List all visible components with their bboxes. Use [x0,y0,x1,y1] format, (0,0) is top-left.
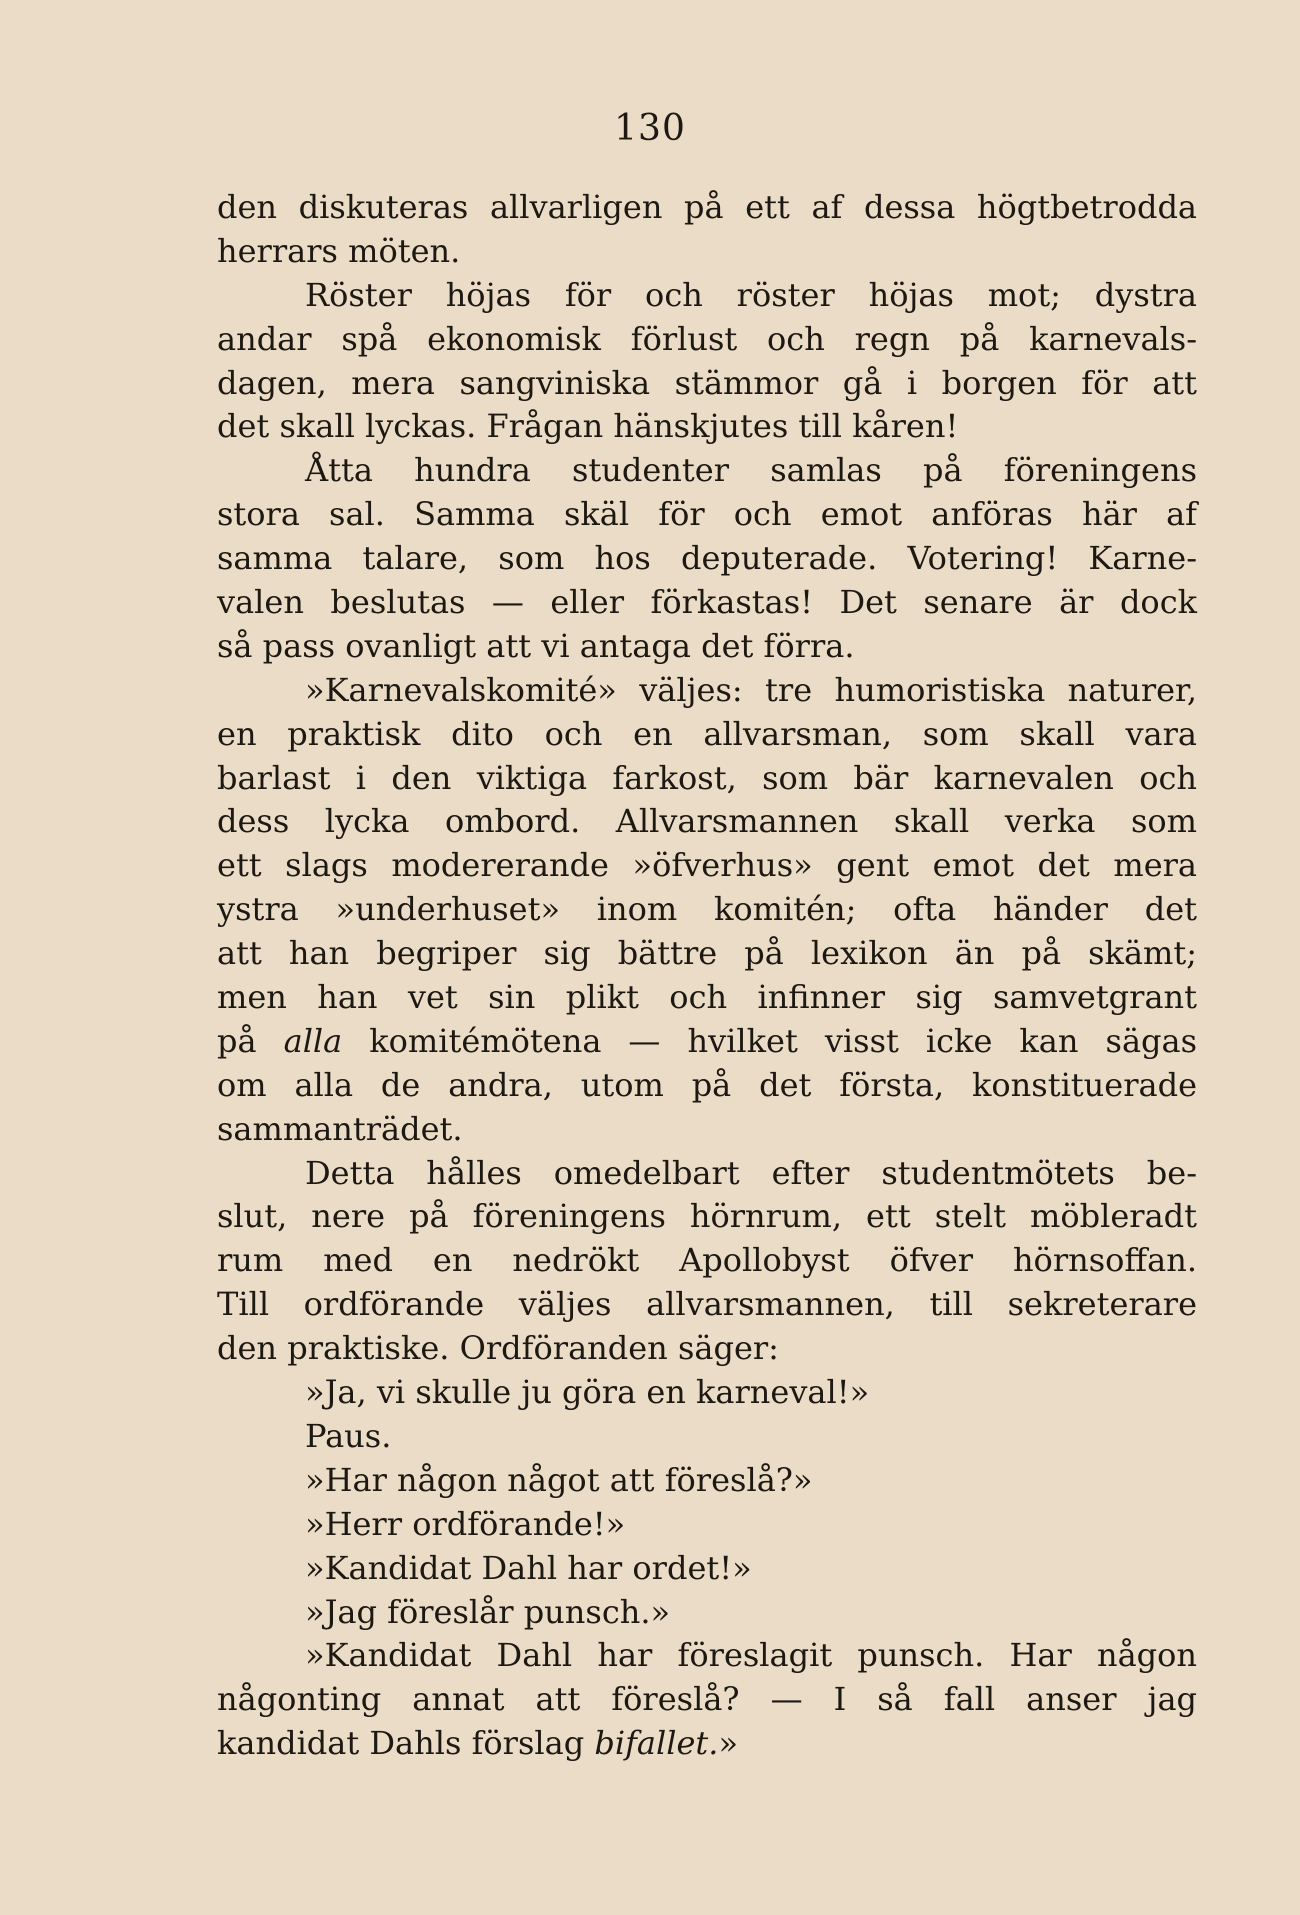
text-line: den diskuteras allvarligen på ett af dessa högtbetrodda [217,188,1197,226]
text-line: det skall lyckas. Frågan hänskjutes till kåren! [217,407,959,446]
text-line: om alla de andra, utom på det första, konstituerade [217,1065,1197,1104]
text-line: »Kandidat Dahl har ordet!» [305,1548,752,1587]
text-line: »Ja, vi skulle ju göra en karneval!» [305,1373,870,1412]
text-line: att han begriper sig bättre på lexikon än på skämt; [217,934,1197,973]
text-line: så pass ovanligt att vi antaga det förra. [217,626,855,665]
text-line: »Jag föreslår punsch.» [305,1592,671,1631]
text-line: Detta hålles omedelbart efter studentmötets be- [305,1153,1197,1192]
text-line [217,1722,1197,1766]
text-line: »Har någon något att föreslå?» [305,1460,813,1499]
text-line: andar spå ekonomisk förlust och regn på karnevals- [217,319,1197,358]
body-text [217,186,1197,1766]
text-line: dess lycka ombord. Allvarsmannen skall verka som [217,802,1197,841]
page-number: 130 [614,108,686,149]
text-line: rum med en nedrökt Apollobyst öfver hörnsoffan. [217,1241,1197,1280]
text-line: samma talare, som hos deputerade. Votering! Karne- [217,539,1197,578]
text-line: men han vet sin plikt och infinner sig samvetgrant [217,978,1197,1017]
text-line: den praktiske. Ordföranden säger: [217,1329,779,1368]
text-line: dagen, mera sangviniska stämmor gå i borgen för att [217,363,1197,402]
text-line: Åtta hundra studenter samlas på föreningens [305,451,1197,490]
text-line [217,1020,1197,1064]
text-line: en praktisk dito och en allvarsman, som skall vara [217,714,1197,753]
text-line: herrars möten. [217,231,461,270]
text-line: valen beslutas — eller förkastas! Det senare är dock [217,583,1197,622]
italic-word: alla [283,1021,343,1060]
text-line: »Karnevalskomité» väljes: tre humoristiska naturer, [305,670,1197,709]
text-line: Till ordförande väljes allvarsmannen, till sekreterare [217,1285,1197,1324]
text-segment: komitémötena — hvilket visst icke kan sägas [342,1021,1198,1060]
text-segment: kandidat Dahls förslag [217,1724,595,1763]
italic-word: bifallet. [594,1724,719,1763]
text-line: sammanträdet. [217,1109,463,1148]
text-line: ystra »underhuset» inom komitén; ofta händer det [217,890,1197,929]
text-line: »Herr ordförande!» [305,1504,626,1543]
text-line: ett slags modererande »öfverhus» gent emot det mera [217,846,1197,885]
text-line: slut, nere på föreningens hörnrum, ett stelt möbleradt [217,1197,1197,1236]
text-line: Paus. [305,1416,392,1455]
text-line: »Kandidat Dahl har föreslagit punsch. Har någon [305,1636,1197,1675]
text-segment: på [217,1021,284,1060]
text-line: stora sal. Samma skäl för och emot anföras här af [217,495,1197,534]
text-line: Röster höjas för och röster höjas mot; dystra [305,275,1197,314]
text-line: någonting annat att föreslå? — I så fall anser jag [217,1680,1197,1719]
text-segment: » [718,1724,739,1763]
text-line: barlast i den viktiga farkost, som bär karnevalen och [217,758,1197,797]
